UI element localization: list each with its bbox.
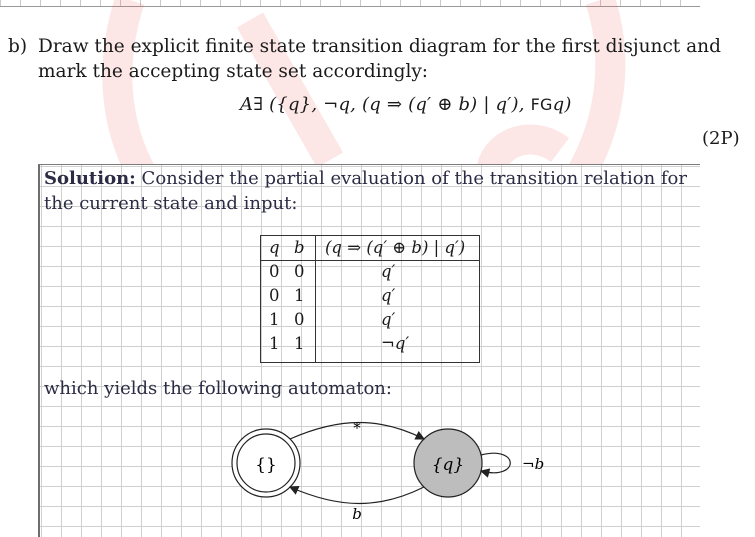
edge-bottom-label: b: [352, 505, 362, 523]
header-expression: (q ⇒ (q′ ⊕ b) | q′): [325, 238, 466, 257]
header-b: b: [294, 238, 305, 257]
solution-intro-text: Consider the partial evaluation of the transition relation for the current state and input:: [44, 168, 687, 214]
self-loop-q: [481, 453, 510, 473]
top-divider: [0, 6, 700, 7]
points-label: (2P): [702, 128, 740, 149]
cell-b: 0: [294, 310, 305, 329]
cell-q: 1: [269, 310, 280, 329]
task-label: b): [8, 36, 28, 57]
cell-b: 1: [294, 286, 305, 305]
formula-prefix: A∃ ({q}, ¬q, (q ⇒ (q′ ⊕ b) | q′),: [240, 94, 531, 115]
formula-suffix: q): [552, 94, 572, 115]
task-formula: [240, 94, 572, 115]
table-row: [261, 286, 479, 310]
cell-q: 1: [269, 334, 280, 353]
edge-q-to-empty: [290, 487, 424, 504]
edge-top-label: *: [353, 419, 361, 437]
solution-conclusion: which yields the following automaton:: [44, 378, 392, 399]
table-row: [261, 310, 479, 334]
self-loop-label: ¬b: [522, 455, 545, 473]
solution-intro: [44, 167, 694, 216]
transition-table: [260, 235, 480, 363]
cell-b: 0: [294, 262, 305, 281]
state-q-label: {q}: [431, 455, 465, 475]
cell-q: 0: [269, 262, 280, 281]
automaton-diagram: [220, 415, 545, 525]
state-empty-label: {}: [255, 455, 277, 475]
solution-label: Solution:: [44, 168, 136, 189]
solution-box: [38, 164, 700, 537]
cell-result: q′: [381, 310, 396, 329]
cell-result: q′: [381, 262, 396, 281]
formula-fg: FG: [530, 95, 553, 114]
task-text: Draw the explicit finite state transition diagram for the first disjunct and mark the accepting state set accordingly:: [38, 36, 721, 82]
header-q: q: [269, 238, 280, 257]
cell-b: 1: [294, 334, 305, 353]
cell-result: q′: [381, 286, 396, 305]
cell-q: 0: [269, 286, 280, 305]
table-header: [261, 236, 479, 261]
table-row: [261, 262, 479, 286]
cell-result: ¬q′: [381, 334, 410, 353]
table-row: [261, 334, 479, 358]
